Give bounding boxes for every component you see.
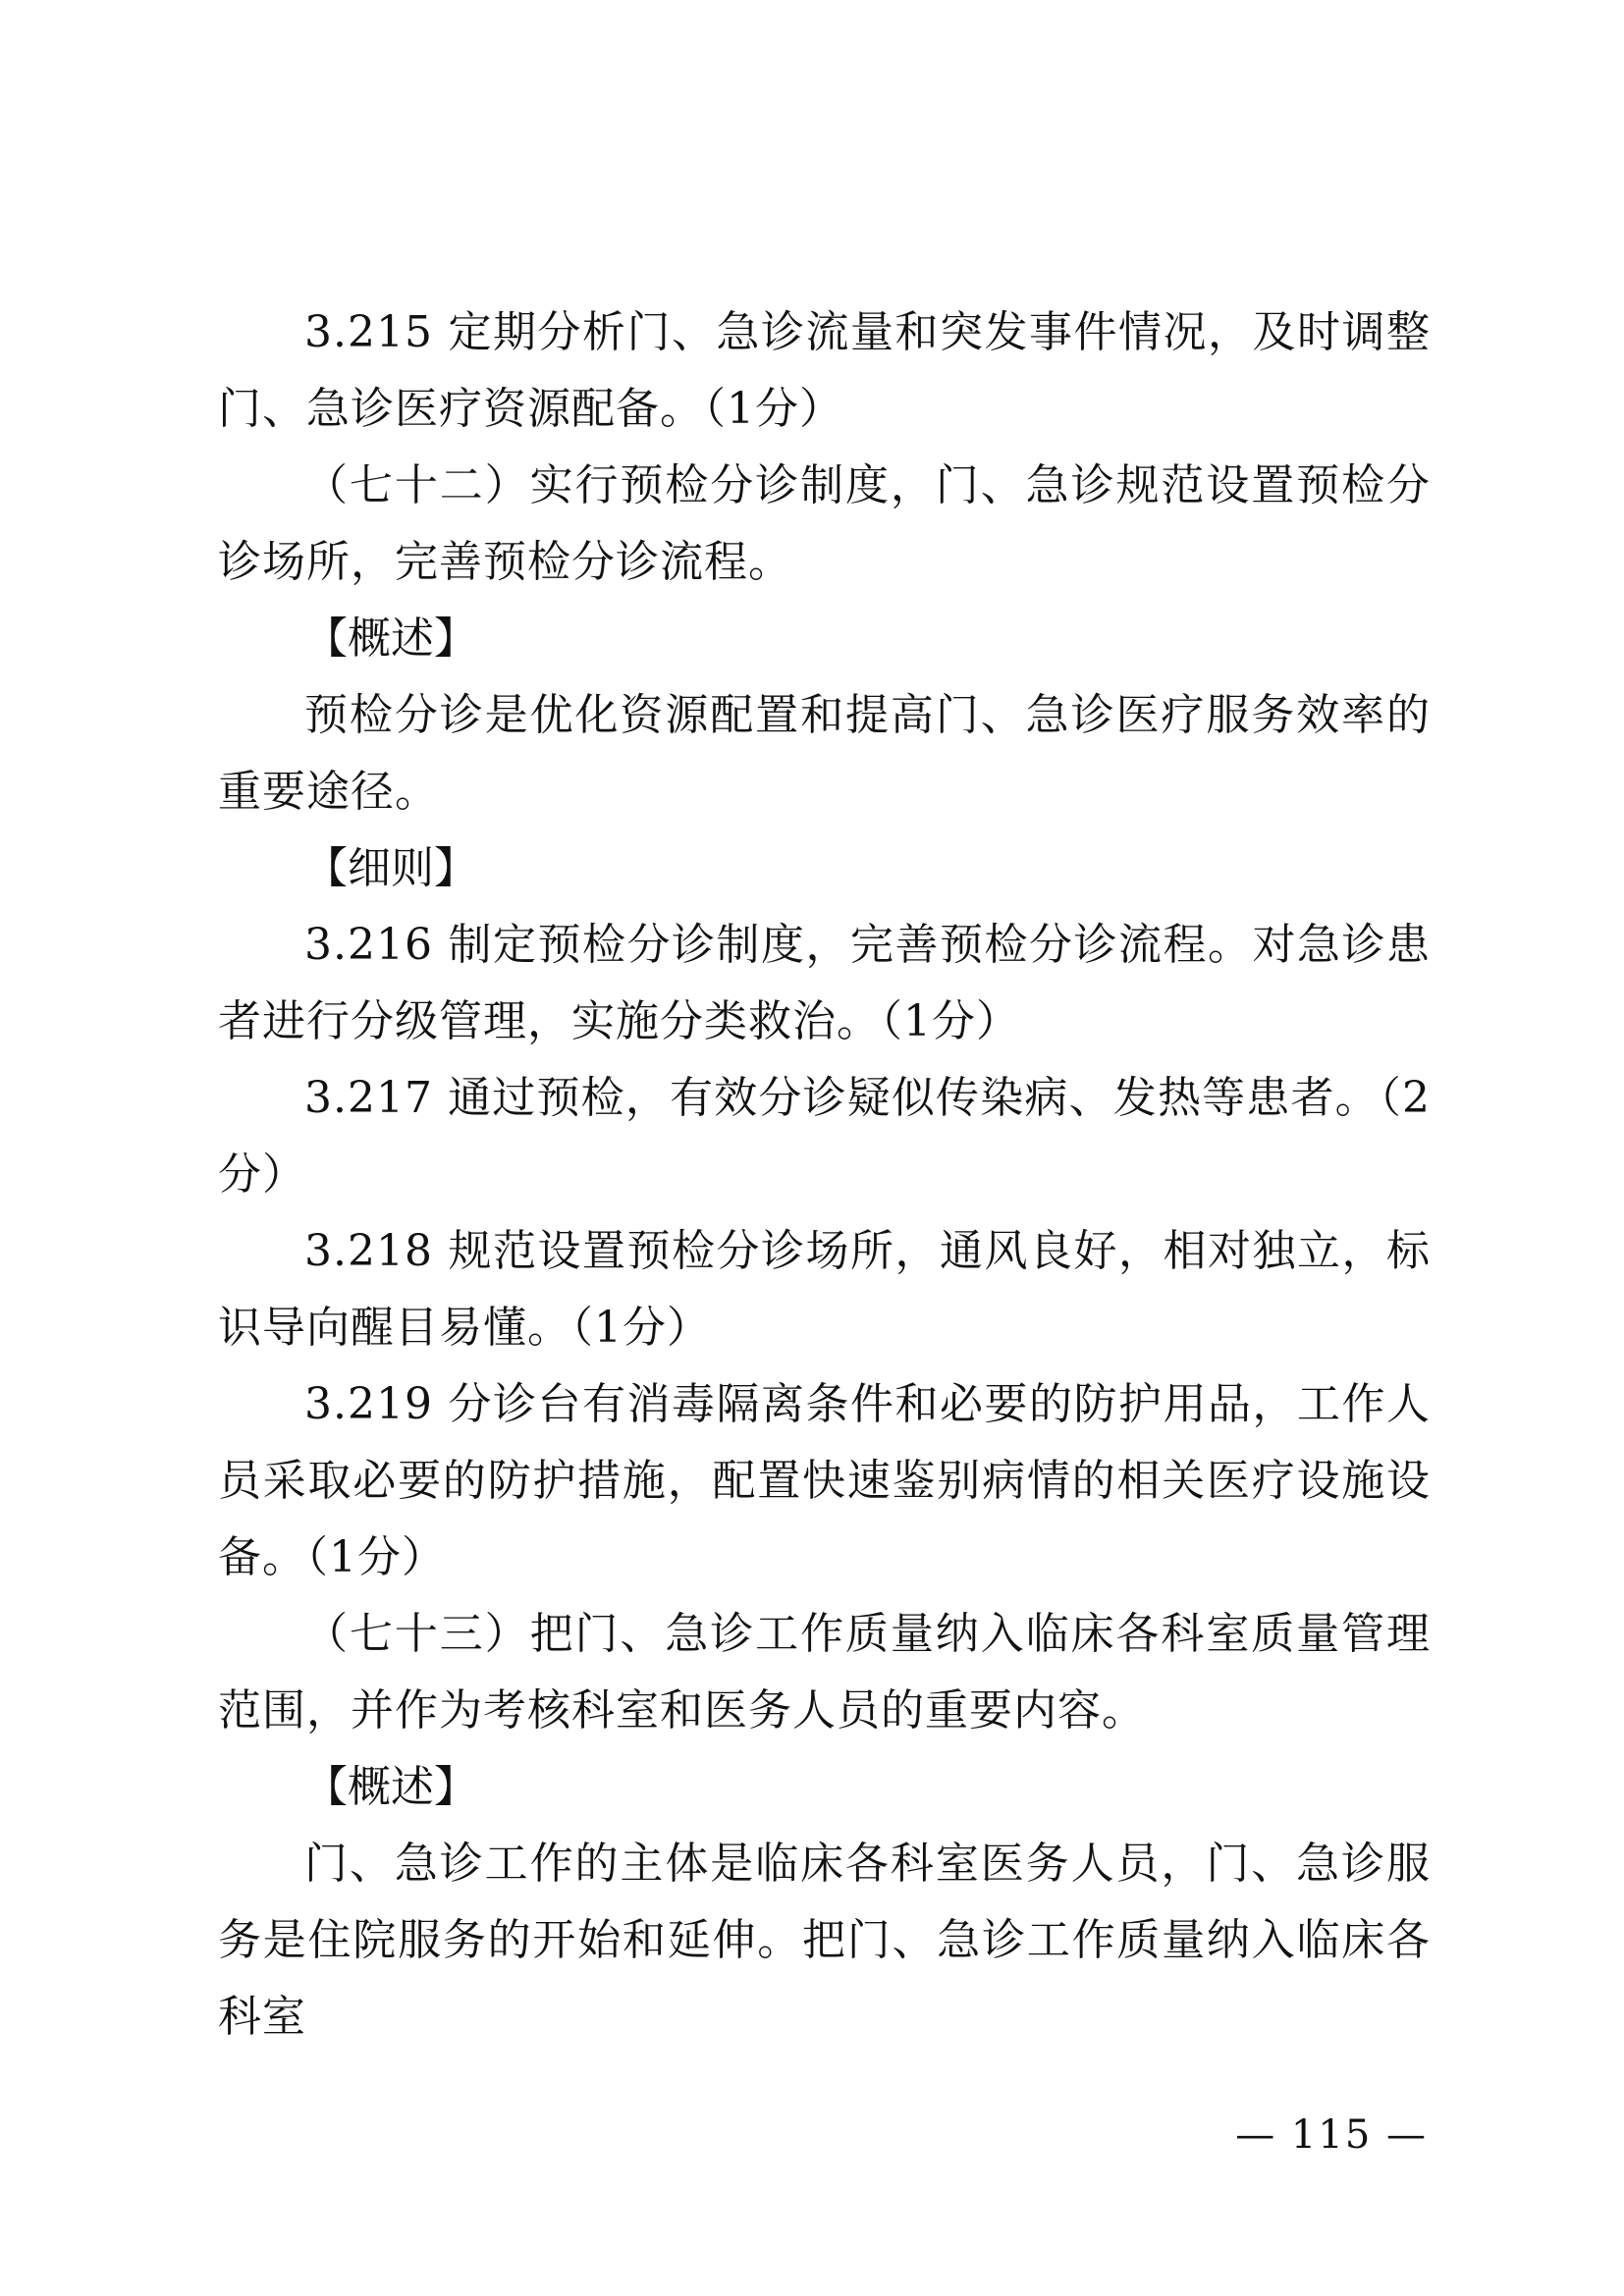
document-body: [218, 294, 1431, 2056]
paragraph-3-219: 3.219 分诊台有消毒隔离条件和必要的防护用品，工作人员采取必要的防护措施，配置快速鉴别病情的相关医疗设施设备。（1分）: [218, 1379, 1431, 1582]
paragraph-article-73: （七十三）把门、急诊工作质量纳入临床各科室质量管理范围，并作为考核科室和医务人员的重要内容。: [218, 1609, 1431, 1735]
page-number: — 115 —: [1235, 2112, 1428, 2158]
section-heading-overview-2: 【概述】: [304, 1762, 477, 1812]
paragraph-overview-72: 预检分诊是优化资源配置和提高门、急诊医疗服务效率的重要途径。: [218, 690, 1431, 817]
paragraph-3-216: 3.216 制定预检分诊制度，完善预检分诊流程。对急诊患者进行分级管理，实施分类救治。（1分）: [218, 920, 1431, 1046]
paragraph-3-217: 3.217 通过预检，有效分诊疑似传染病、发热等患者。（2分）: [218, 1073, 1431, 1200]
paragraph-3-215: 3.215 定期分析门、急诊流量和突发事件情况，及时调整门、急诊医疗资源配备。（1分）: [218, 307, 1431, 434]
section-heading-overview: 【概述】: [304, 614, 477, 664]
section-heading-details: 【细则】: [304, 843, 477, 893]
paragraph-3-218: 3.218 规范设置预检分诊场所，通风良好，相对独立，标识导向醒目易懂。（1分）: [218, 1226, 1431, 1353]
paragraph-overview-73: 门、急诊工作的主体是临床各科室医务人员，门、急诊服务是住院服务的开始和延伸。把门、急诊工作质量纳入临床各科室: [218, 1839, 1431, 2042]
paragraph-article-72: （七十二）实行预检分诊制度，门、急诊规范设置预检分诊场所，完善预检分诊流程。: [218, 460, 1431, 587]
